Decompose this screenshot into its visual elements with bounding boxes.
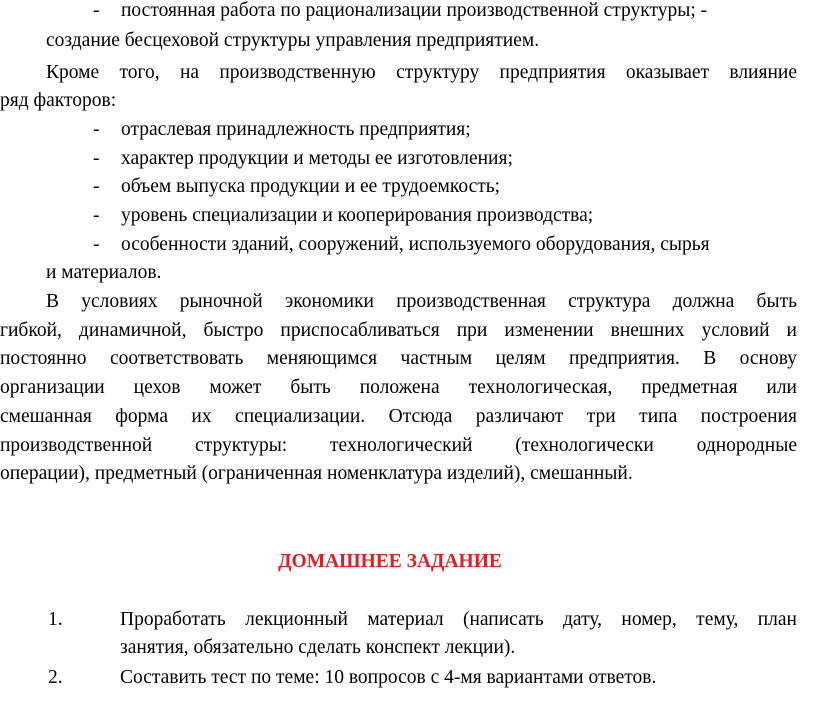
market-paragraph-line [0, 432, 797, 461]
bullet-text: постоянная работа по рационализации производственной структуры; - [121, 0, 708, 21]
bullet-text: характер продукции и методы ее изготовления; [121, 148, 513, 169]
task-number: 1. [48, 609, 63, 630]
factor-bullet [93, 145, 513, 174]
factor-bullet [93, 231, 797, 260]
paragraph-text: гибкой, динамичной, быстро приспосабливаться при изменении внешних условий и [0, 320, 797, 341]
paragraph-text: смешанная форма их специализации. Отсюда различают три типа построения [0, 406, 797, 427]
task-number: 2. [48, 667, 63, 688]
market-paragraph-line [0, 403, 797, 432]
factor-bullet [93, 116, 471, 145]
task-line [120, 606, 797, 635]
paragraph-text: Кроме того, на производственную структуру предприятия оказывает влияние [46, 62, 797, 83]
market-paragraph-line [46, 288, 797, 317]
factors-paragraph-line2: ряд факторов: [0, 90, 117, 111]
bullet-dash: - [93, 119, 100, 140]
factor-continuation: и материалов. [46, 262, 162, 283]
paragraph-text: В условиях рыночной экономики производственная структура должна быть [46, 291, 797, 312]
market-paragraph-line [0, 374, 797, 403]
bullet-text: уровень специализации и кооперирования производства; [121, 205, 594, 226]
bullet-text: объем выпуска продукции и ее трудоемкость; [121, 176, 501, 197]
factors-paragraph-line1 [46, 59, 797, 88]
bullet-dash: - [93, 148, 100, 169]
market-paragraph-last-line: операции), предметный (ограниченная номенклатура изделий), смешанный. [0, 463, 633, 484]
factor-bullet [93, 173, 500, 202]
bullet-text: особенности зданий, сооружений, используемого оборудования, сырья [121, 234, 710, 255]
intro-bullet [93, 0, 707, 26]
factor-bullet [93, 202, 593, 231]
bullet-dash: - [93, 234, 100, 255]
paragraph-text: производственной структуры: технологический (технологически однородные [0, 435, 797, 456]
bullet-dash: - [93, 205, 100, 226]
market-paragraph-line [0, 345, 797, 374]
bullet-dash: - [93, 0, 100, 21]
paragraph-text: организации цехов может быть положена технологическая, предметная или [0, 377, 797, 398]
task-line-continuation: занятия, обязательно сделать конспект лекции). [120, 637, 516, 658]
market-paragraph-line [0, 317, 797, 346]
homework-title: ДОМАШНЕЕ ЗАДАНИЕ [278, 551, 502, 572]
task-text: Составить тест по теме: 10 вопросов с 4-мя вариантами ответов. [120, 667, 657, 688]
intro-continuation: создание бесцеховой структуры управления предприятием. [46, 30, 540, 51]
bullet-dash: - [93, 176, 100, 197]
paragraph-text: постоянно соответствовать меняющимся частным целям предприятия. В основу [0, 348, 797, 369]
bullet-text: отраслевая принадлежность предприятия; [121, 119, 471, 140]
task-text: Проработать лекционный материал (написать дату, номер, тему, план [120, 609, 797, 630]
